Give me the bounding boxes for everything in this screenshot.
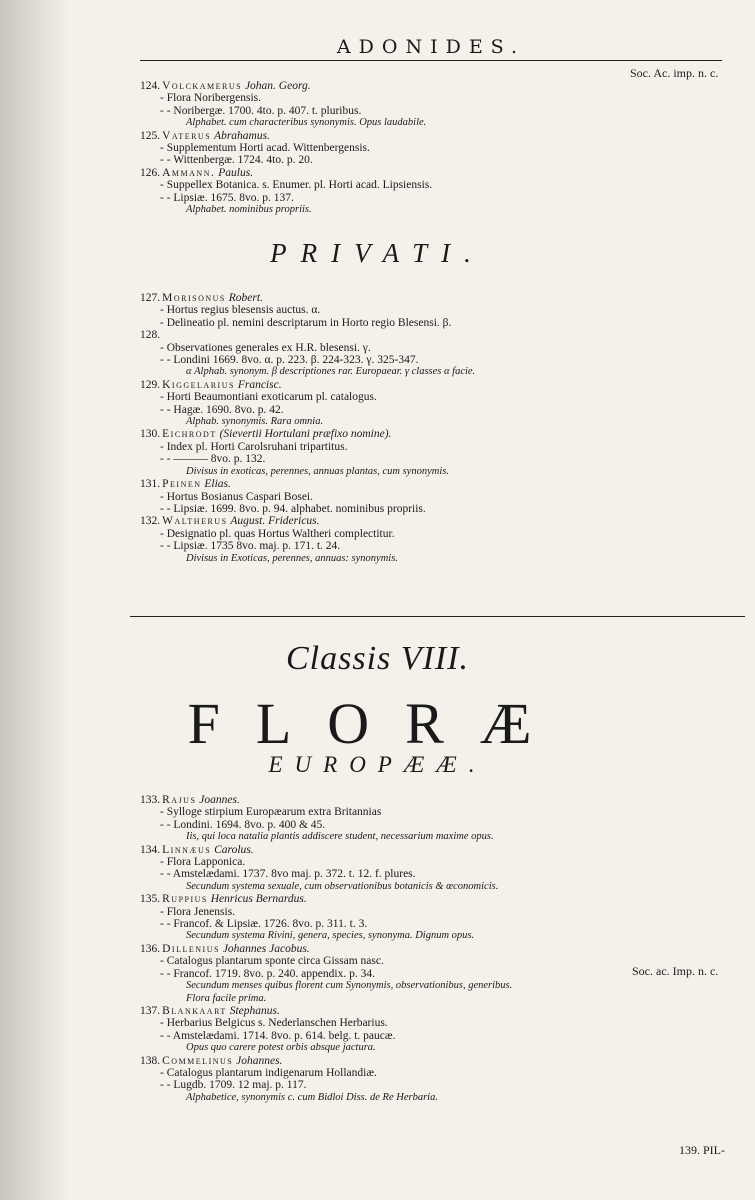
entry-number: 126. [140, 166, 161, 179]
entry-detail-line: - Herbarius Belgicus s. Nederlanschen Herbarius. [160, 1017, 388, 1030]
entry-detail-line: - Sylloge stirpium Europæarum extra Britannias [160, 806, 382, 819]
author-surname: Eichrodt [162, 428, 217, 441]
bibliography-entry [140, 80, 700, 130]
running-head: ADONIDES. [140, 36, 722, 61]
author-surname: Dillenius [162, 942, 220, 955]
entry-annotation: Divisus in exoticas, perennes, annuas plantas, cum synonymis. [186, 465, 449, 477]
entry-annotation: Secundum menses quibus florent cum Synonymis, observationibus, generibus. [186, 980, 513, 992]
author-given-name: August. Fridericus. [230, 515, 320, 528]
entry-number: 129. [140, 378, 161, 391]
entry-detail-line: - - Wittenbergæ. 1724. 4to. p. 20. [160, 154, 313, 167]
entry-annotation: Secundum systema Rivini, genera, species, synonyma. Dignum opus. [186, 930, 475, 942]
entry-group-hortus-academicus [140, 80, 700, 216]
bibliography-entry [140, 379, 700, 429]
author-surname: Ruppius [162, 893, 208, 906]
entry-number: 131. [140, 478, 161, 491]
author-surname: Linnæus [162, 843, 212, 856]
entry-detail-line: - Suppellex Botanica. s. Enumer. pl. Horti acad. Lipsiensis. [160, 179, 433, 192]
entry-detail-line: - Flora Noribergensis. [160, 92, 262, 105]
margin-note-bottom: Soc. ac. Imp. n. c. [632, 964, 719, 978]
author-surname: Morisonus [162, 292, 226, 304]
entry-heading [140, 80, 700, 92]
bibliography-entry [140, 130, 700, 167]
entry-annotation: Alphabet. nominibus propriis. [186, 204, 312, 216]
entry-heading [140, 329, 700, 341]
entry-annotation: Opus quo carere potest orbis absque jactura. [186, 1042, 376, 1054]
entry-heading [140, 130, 700, 142]
catchword: 139. PIL- [679, 1143, 725, 1157]
entry-detail-line: - Observationes generales ex H.R. blesensi. γ. [160, 341, 371, 354]
entry-annotation: Divisus in Exoticas, perennes, annuas: synonymis. [186, 552, 398, 564]
author-given-name: Johannes Jacobus. [222, 942, 310, 955]
entry-heading [140, 794, 700, 806]
entry-detail-line: - Flora Lapponica. [160, 856, 246, 869]
europaeae-title: EUROPÆÆ. [268, 752, 487, 777]
entry-detail-line: - - Francof. 1719. 8vo. p. 240. appendix. p. 34. [160, 967, 375, 980]
author-given-name: Abrahamus. [214, 129, 270, 142]
entry-group-privati [140, 292, 700, 565]
author-given-name: Carolus. [214, 843, 254, 856]
entry-detail-line: - Delineatio pl. nemini descriptarum in Horto regio Blesensi. β. [160, 316, 452, 329]
entry-annotation: α Alphab. synonym. β descriptiones rar. Europaear. γ classes α facie. [186, 366, 476, 378]
author-given-name: Joannes. [199, 794, 240, 806]
entry-heading [140, 478, 700, 490]
entry-number: 127. [140, 292, 161, 304]
entry-detail-line: - Flora Jenensis. [160, 905, 236, 918]
entry-number: 128. [140, 329, 161, 342]
bibliography-entry [140, 794, 700, 844]
entry-number: 133. [140, 794, 161, 806]
entry-annotation: Secundum systema sexuale, cum observationibus botanicis & œconomicis. [186, 880, 499, 892]
entry-annotation: Flora facile prima. [186, 992, 267, 1004]
bibliography-entry [140, 1005, 700, 1055]
bibliography-entry [140, 515, 700, 565]
entry-heading [140, 1005, 700, 1017]
entry-heading [140, 428, 700, 440]
section-title-privati: PRIVATI. [270, 238, 485, 268]
entry-detail-line: - Hortus regius blesensis auctus. α. [160, 304, 321, 317]
entry-detail-line: - Index pl. Horti Carolsruhani tripartitus. [160, 440, 348, 453]
entry-number: 136. [140, 942, 161, 955]
entry-number: 134. [140, 843, 161, 856]
author-surname: Rajus [162, 794, 197, 806]
entry-heading [140, 943, 700, 955]
entry-heading [140, 167, 700, 179]
entry-detail-line: - - Londini. 1694. 8vo. p. 400 & 45. [160, 818, 326, 831]
entry-number: 124. [140, 80, 161, 92]
entry-detail-line: - - Noribergæ. 1700. 4to. p. 407. t. pluribus. [160, 104, 362, 117]
entry-heading [140, 893, 700, 905]
entry-number: 137. [140, 1004, 161, 1017]
section-divider [130, 616, 745, 617]
author-surname: Commelinus [162, 1054, 234, 1067]
author-surname: Ammann. [162, 166, 216, 179]
author-given-name: Elias. [204, 478, 231, 491]
entry-detail-line: - - Londini 1669. 8vo. α. p. 223. β. 224-323. γ. 325-347. [160, 354, 419, 367]
author-given-name: Francisc. [237, 378, 282, 391]
bibliography-entry [140, 893, 700, 943]
author-surname: Kiggelarius [162, 378, 235, 391]
author-given-name: Johan. Georg. [244, 80, 311, 92]
entry-heading [140, 1055, 700, 1067]
entry-detail-line: - Catalogus plantarum sponte circa Gissam nasc. [160, 955, 384, 968]
bibliography-entry [140, 292, 700, 329]
entry-detail-line: - Designatio pl. quas Hortus Waltheri complectitur. [160, 527, 395, 540]
author-given-name: Johannes. [236, 1054, 283, 1067]
bibliography-entry [140, 1055, 700, 1105]
entry-detail-line: - Horti Beaumontiani exoticarum pl. catalogus. [160, 391, 377, 404]
entry-number: 132. [140, 515, 161, 528]
bibliography-entry [140, 478, 700, 515]
bibliography-entry [140, 943, 700, 1005]
entry-heading [140, 379, 700, 391]
entry-annotation: Alphab. synonymis. Rara omnia. [186, 416, 324, 428]
entry-detail-line: - - ——— 8vo. p. 132. [160, 453, 266, 466]
page-spine-shadow [0, 0, 70, 1200]
bibliography-entry [140, 329, 700, 379]
entry-detail-line: - - Amstelædami. 1737. 8vo maj. p. 372. t. 12. f. plures. [160, 868, 416, 881]
entry-detail-line: - - Amstelædami. 1714. 8vo. p. 614. belg. t. paucæ. [160, 1029, 396, 1042]
bibliography-entry [140, 167, 700, 217]
author-surname: Vaterus [162, 129, 212, 142]
author-surname: Volckamerus [162, 80, 243, 92]
entry-annotation: Iis, qui loca natalia plantis addiscere student, necessarium maxime opus. [186, 831, 494, 843]
entry-heading [140, 515, 700, 527]
entry-detail-line: - Supplementum Horti acad. Wittenbergensis. [160, 142, 370, 155]
author-given-name: (Sievertii Hortulani præfixo nomine). [219, 428, 392, 441]
florae-title: FLORÆ [187, 691, 568, 756]
entry-detail-line: - - Hagæ. 1690. 8vo. p. 42. [160, 403, 284, 416]
entry-number: 125. [140, 129, 161, 142]
entry-detail-line: - - Lipsiæ. 1735 8vo. maj. p. 171. t. 24. [160, 540, 341, 553]
author-surname: Blankaart [162, 1004, 227, 1017]
entry-group-florae-europaeae [140, 794, 700, 1104]
author-given-name: Henricus Bernardus. [210, 893, 307, 906]
entry-annotation: Alphabetice, synonymis c. cum Bidloi Diss. de Re Herbaria. [186, 1091, 438, 1103]
bibliography-entry [140, 428, 700, 478]
entry-number: 135. [140, 893, 161, 906]
entry-number: 130. [140, 428, 161, 441]
entry-detail-line: - - Lugdb. 1709. 12 maj. p. 117. [160, 1079, 307, 1092]
entry-annotation: Alphabet. cum characteribus synonymis. Opus laudabile. [186, 117, 427, 129]
author-given-name: Paulus. [218, 166, 254, 179]
author-surname: Peinen [162, 478, 202, 491]
entry-detail-line: - Hortus Bosianus Caspari Bosei. [160, 490, 314, 503]
entry-detail-line: - - Lipsiæ. 1699. 8vo. p. 94. alphabet. nominibus propriis. [160, 502, 426, 515]
bibliography-entry [140, 844, 700, 894]
entry-number: 138. [140, 1054, 161, 1067]
entry-detail-line: - - Lipsiæ. 1675. 8vo. p. 137. [160, 191, 294, 204]
margin-note-top: Soc. Ac. imp. n. c. [630, 66, 719, 80]
author-given-name: Robert. [228, 292, 263, 304]
author-given-name: Stephanus. [229, 1004, 280, 1017]
entry-heading [140, 844, 700, 856]
entry-heading [140, 292, 700, 304]
class-title: Classis VIII. [286, 640, 469, 677]
author-surname: Waltherus [162, 515, 228, 528]
entry-detail-line: - - Francof. & Lipsiæ. 1726. 8vo. p. 311. t. 3. [160, 918, 368, 931]
entry-detail-line: - Catalogus plantarum indigenarum Hollandiæ. [160, 1066, 377, 1079]
